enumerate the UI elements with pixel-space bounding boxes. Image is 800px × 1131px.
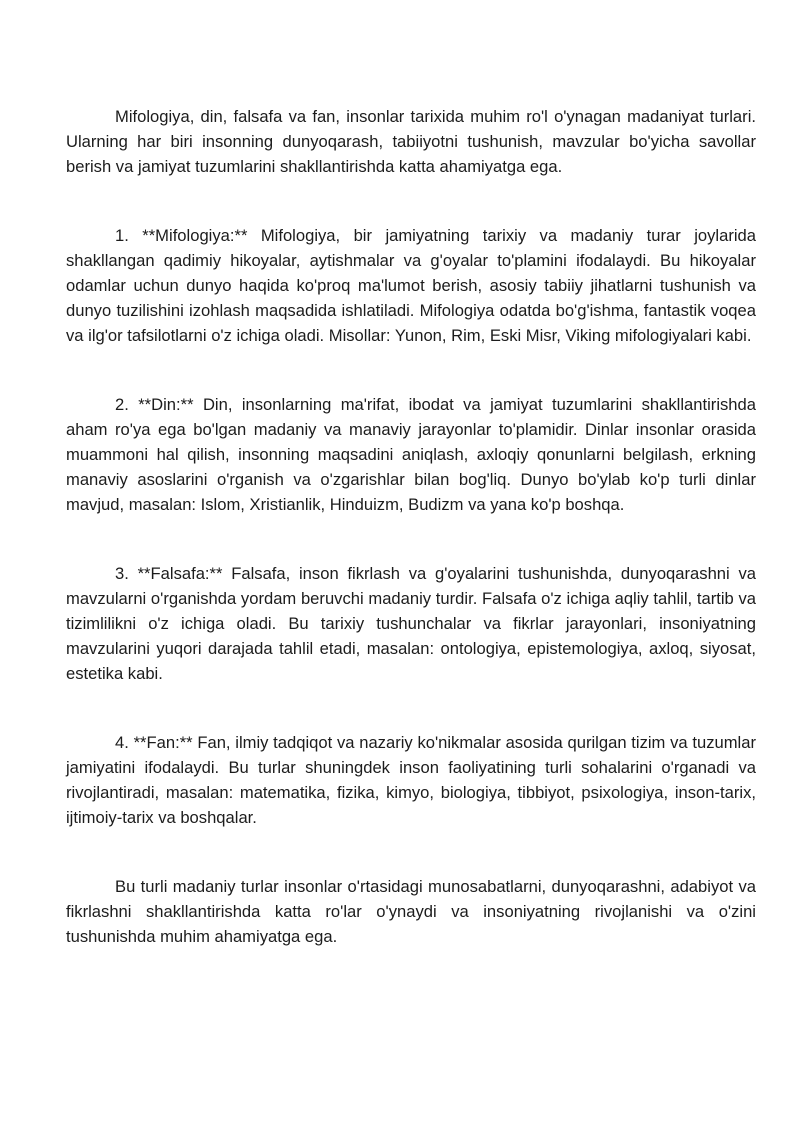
paragraph-mifologiya: 1. **Mifologiya:** Mifologiya, bir jamiyatning tarixiy va madaniy turar joylarida shakllangan qadimiy hikoyalar, aytishmalar va g'oyalar to'plamini ifodalaydi. Bu hikoyalar odamlar uchun dunyo haqida ko'proq ma'lumot berish, asosiy tabiiy jihatlarni tushunish va dunyo tuzilishini izohlash maqsadida ishlatiladi. Mifologiya odatda bo'g'ishma, fantastik voqea va ilg'or tafsilotlarni o'z ichiga oladi. Misollar: Yunon, Rim, Eski Misr, Viking mifologiyalari kabi. [66, 226, 756, 345]
paragraph-conclusion: Bu turli madaniy turlar insonlar o'rtasidagi munosabatlarni, dunyoqarashni, adabiyot va fikrlashni shakllantirishda katta ro'lar o'ynaydi va insoniyatning rivojlanishi va o'zini tushunishda muhim ahamiyatga ega. [66, 877, 756, 946]
paragraph-falsafa: 3. **Falsafa:** Falsafa, inson fikrlash va g'oyalarini tushunishda, dunyoqarashni va mavzularni o'rganishda yordam beruvchi madaniy turdir. Falsafa o'z ichiga aqliy tahlil, tartib va tizimlilikni o'z ichiga oladi. Bu tarixiy tushunchalar va fikrlar jarayonlari, insoniyatning mavzularini yuqori darajada tahlil etadi, masalan: ontologiya, epistemologiya, axloq, siyosat, estetika kabi. [66, 564, 756, 683]
paragraph-fan: 4. **Fan:** Fan, ilmiy tadqiqot va nazariy ko'nikmalar asosida qurilgan tizim va tuzumlar jamiyatini ifodalaydi. Bu turlar shuningdek inson faoliyatining turli sohalarini o'rganadi va rivojlantiradi, masalan: matematika, fizika, kimyo, biologiya, tibbiyot, psixologiya, inson-tarix, ijtimoiy-tarix va boshqalar. [66, 733, 756, 827]
paragraph-intro: Mifologiya, din, falsafa va fan, insonlar tarixida muhim ro'l o'ynagan madaniyat turlari. Ularning har biri insonning dunyoqarash, tabiiyotni tushunish, mavzular bo'yicha savollar berish va jamiyat tuzumlarini shakllantirishda katta ahamiyatga ega. [66, 107, 756, 176]
paragraph-din: 2. **Din:** Din, insonlarning ma'rifat, ibodat va jamiyat tuzumlarini shakllantirishda aham ro'ya ega bo'lgan madaniy va manaviy jarayonlar to'plamidir. Dinlar insonlar orasida muammoni hal qilish, insonning maqsadini aniqlash, axloqiy qonunlarni belgilash, erkning manaviy asoslarini o'rganish va o'zgarishlar bilan bog'liq. Dunyo bo'ylab ko'p turli dinlar mavjud, masalan: Islom, Xristianlik, Hinduizm, Budizm va yana ko'p boshqa. [66, 395, 756, 514]
document-page [66, 80, 756, 949]
